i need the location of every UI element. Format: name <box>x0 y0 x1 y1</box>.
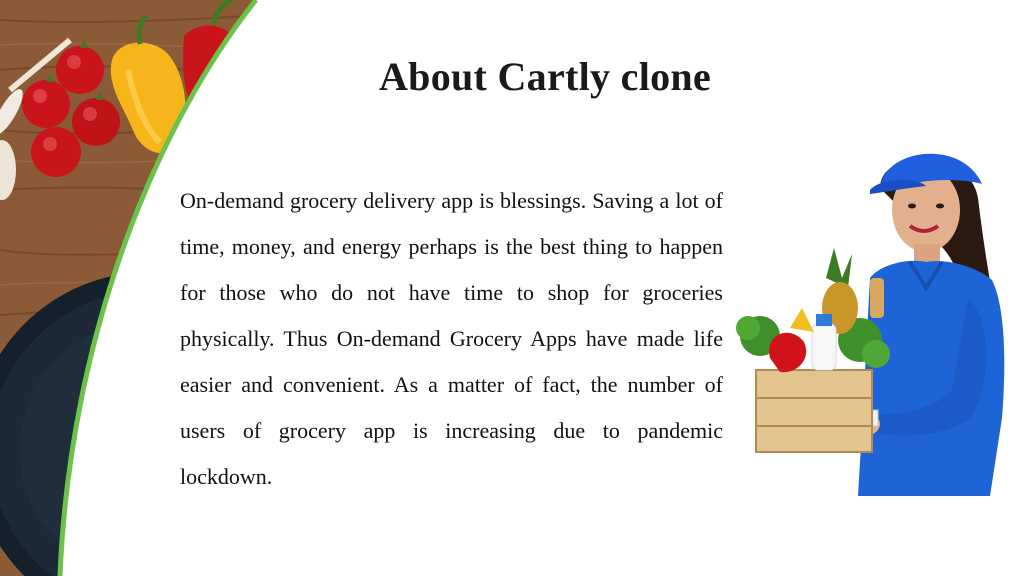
slide-title: About Cartly clone <box>378 53 712 99</box>
delivery-woman-image <box>730 128 1010 500</box>
slide-paragraph: On-demand grocery delivery app is blessings. Saving a lot of time, money, and energy perhaps is the best thing to happen for those who do not have time to shop for groceries physically. Thus On-demand Grocery Apps have made life easier and convenient. As a matter of fact, the number of users of grocery app is increasing due to pandemic lockdown. <box>180 188 723 489</box>
